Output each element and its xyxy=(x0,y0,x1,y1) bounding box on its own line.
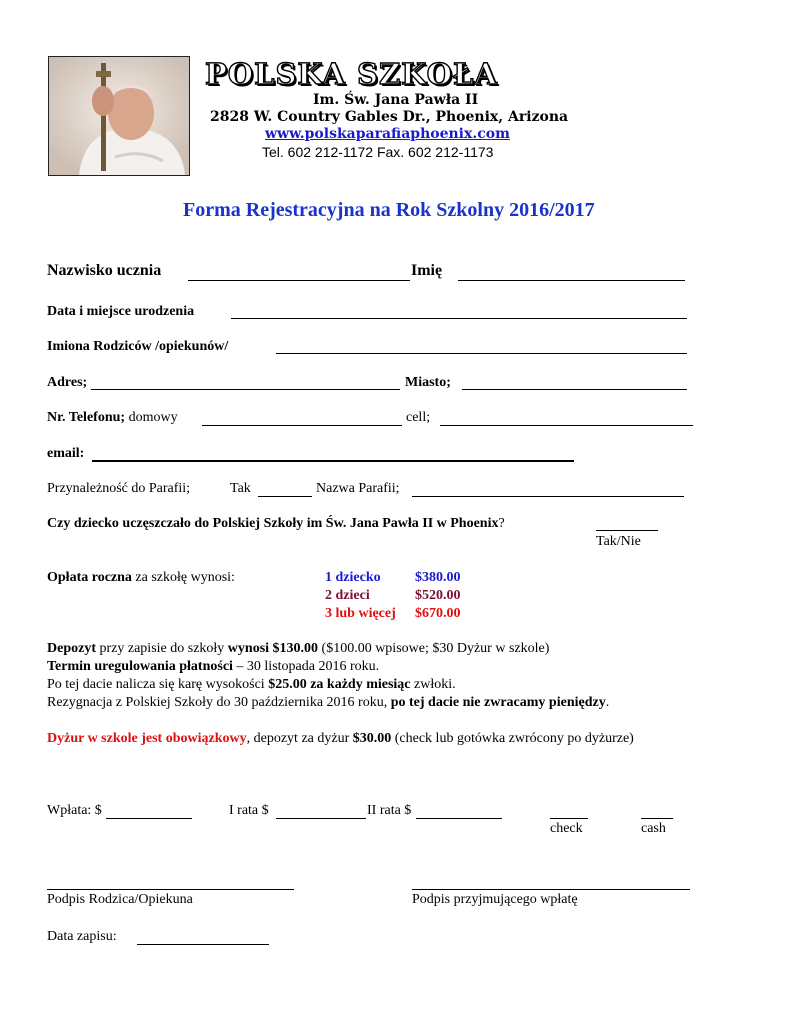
fees-label-bold: Opłata roczna xyxy=(47,570,132,585)
duty-amount: $30.00 xyxy=(352,731,392,746)
attended-question xyxy=(47,516,505,532)
address-field[interactable] xyxy=(91,389,400,390)
rata1-field[interactable] xyxy=(276,818,366,819)
firstname-field[interactable] xyxy=(458,280,685,281)
firstname-label: Imię xyxy=(411,262,443,279)
no-refund-text: po tej dacie nie zwracamy pieniędzy xyxy=(390,695,606,710)
wplata-field[interactable] xyxy=(106,818,192,819)
form-title: Forma Rejestracyjna na Rok Szkolny 2016/2017 xyxy=(183,199,595,221)
deposit-line-1 xyxy=(47,641,549,657)
deposit-line-4 xyxy=(47,695,609,711)
phone-home-label: domowy xyxy=(128,410,178,425)
wplata-label: Wpłata: $ xyxy=(47,803,102,818)
phone-label-row xyxy=(47,410,178,426)
email-label: email: xyxy=(47,446,85,461)
attended-answer-label: Tak/Nie xyxy=(596,534,641,549)
payment-deadline: – 30 listopada 2016 roku. xyxy=(232,659,380,674)
duty-text-1: , depozyt za dyżur xyxy=(246,731,353,746)
check-label: check xyxy=(550,821,583,836)
phone-cell-label: cell; xyxy=(406,410,431,425)
pope-photo xyxy=(48,56,190,176)
resignation-period: . xyxy=(605,695,610,710)
deposit-line-2 xyxy=(47,659,379,675)
parents-label: Imiona Rodziców /opiekunów/ xyxy=(47,339,229,354)
parish-yes-field[interactable] xyxy=(258,496,312,497)
surname-label: Nazwisko ucznia xyxy=(47,262,162,279)
payment-deadline-label: Termin uregulowania płatności xyxy=(47,659,233,674)
fee-row-3-children: 3 lub więcej xyxy=(325,606,396,621)
duty-mandatory: Dyżur w szkole jest obowiązkowy xyxy=(47,731,247,746)
late-fee-text-1: Po tej dacie nalicza się karę wysokości xyxy=(47,677,269,692)
deposit-line-3 xyxy=(47,677,456,693)
fee-row-3-amount: $670.00 xyxy=(415,606,461,621)
attended-question-text: Czy dziecko uczęszczało do Polskiej Szkoły im Św. Jana Pawła II w Phoenix xyxy=(47,516,499,531)
surname-field[interactable] xyxy=(188,280,410,281)
date-field[interactable] xyxy=(137,944,269,945)
birth-field[interactable] xyxy=(231,318,687,319)
deposit-amount: wynosi $130.00 xyxy=(227,641,319,656)
school-patron: Im. Św. Jana Pawła II xyxy=(313,92,479,108)
fee-row-1-children: 1 dziecko xyxy=(325,570,381,585)
parish-yes-label: Tak xyxy=(230,481,251,496)
parish-name-field[interactable] xyxy=(412,496,684,497)
parish-name-label: Nazwa Parafii; xyxy=(316,481,400,496)
fee-row-1-amount: $380.00 xyxy=(415,570,461,585)
address-label: Adres; xyxy=(47,375,88,390)
phone-cell-field[interactable] xyxy=(440,425,693,426)
birth-label: Data i miejsce urodzenia xyxy=(47,304,195,319)
duty-line xyxy=(47,731,634,747)
receiver-signature-field[interactable] xyxy=(412,889,690,890)
date-label: Data zapisu: xyxy=(47,929,117,944)
phone-label: Nr. Telefonu; xyxy=(47,410,126,425)
check-field[interactable] xyxy=(550,818,588,819)
fee-row-2-amount: $520.00 xyxy=(415,588,461,603)
school-title: POLSKA SZKOŁA xyxy=(205,57,498,91)
rata2-field[interactable] xyxy=(416,818,502,819)
email-field[interactable] xyxy=(92,460,574,462)
parents-field[interactable] xyxy=(276,353,687,354)
city-field[interactable] xyxy=(462,389,687,390)
deposit-text-1: przy zapisie do szkoły xyxy=(96,641,228,656)
resignation-text: Rezygnacja z Polskiej Szkoły do 30 października 2016 roku, xyxy=(47,695,391,710)
late-fee-text-2: zwłoki. xyxy=(410,677,456,692)
attended-field[interactable] xyxy=(596,530,658,531)
deposit-word: Depozyt xyxy=(47,641,96,656)
phone-fax: Tel. 602 212-1172 Fax. 602 212-1173 xyxy=(262,144,494,160)
cash-field[interactable] xyxy=(641,818,673,819)
fees-label xyxy=(47,570,235,586)
fee-row-2-children: 2 dzieci xyxy=(325,588,370,603)
rata2-label: II rata $ xyxy=(367,803,412,818)
fees-label-rest: za szkołę wynosi: xyxy=(135,570,235,585)
cash-label: cash xyxy=(641,821,666,836)
parent-signature-field[interactable] xyxy=(47,889,294,890)
rata1-label: I rata $ xyxy=(229,803,269,818)
deposit-breakdown: ($100.00 wpisowe; $30 Dyżur w szkole) xyxy=(318,641,550,656)
parent-signature-label: Podpis Rodzica/Opiekuna xyxy=(47,892,193,907)
website-link[interactable]: www.polskaparafiaphoenix.com xyxy=(265,126,510,142)
attended-qmark: ? xyxy=(498,516,505,531)
parish-label: Przynależność do Parafii; xyxy=(47,481,191,496)
duty-text-2: (check lub gotówka zwrócony po dyżurze) xyxy=(391,731,634,746)
receiver-signature-label: Podpis przyjmującego wpłatę xyxy=(412,892,578,907)
school-address: 2828 W. Country Gables Dr., Phoenix, Arizona xyxy=(210,109,569,125)
phone-home-field[interactable] xyxy=(202,425,402,426)
late-fee-amount: $25.00 za każdy miesiąc xyxy=(268,677,411,692)
city-label: Miasto; xyxy=(405,375,451,390)
